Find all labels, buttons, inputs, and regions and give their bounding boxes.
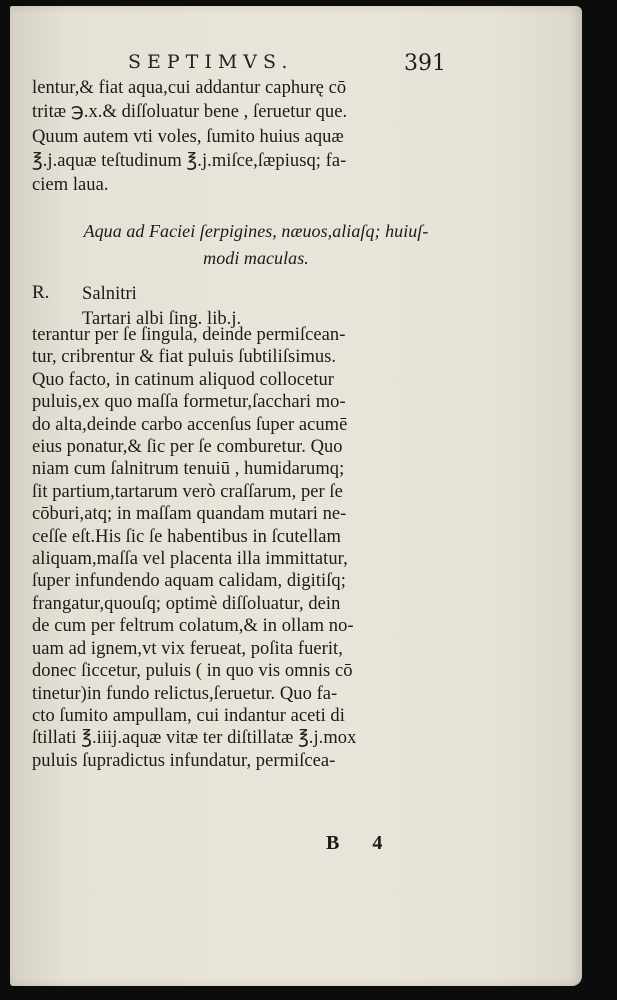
text-line: cto ſumito ampullam, cui indantur aceti di: [32, 705, 345, 726]
text-line: tinetur)in fundo relictus,ſeruetur. Quo fa-: [32, 683, 338, 704]
text-line: ſit partium,tartarum verò craſſarum, per ſe: [32, 481, 343, 502]
text-line: ℥.j.aquæ teſtudinum ℥.j.miſce,ſæpiusq; fa-: [32, 150, 347, 171]
text-line: eius ponatur,& ſic per ſe comburetur. Quo: [32, 437, 343, 458]
text-line: puluis,ex quo maſſa formetur,ſacchari mo-: [32, 392, 346, 413]
text-line: frangatur,quouſq; optimè diſſoluatur, dein: [32, 593, 341, 614]
text-line: ciem laua.: [32, 175, 109, 196]
text-line: ſuper infundendo aquam calidam, digitiſq;: [32, 571, 346, 592]
text-line: cōburi,atq; in maſſam quandam mutari ne-: [32, 504, 347, 525]
text-line: puluis ſupradictus infundatur, permiſcea-: [32, 750, 336, 771]
signature-mark: B 4: [326, 832, 397, 854]
running-head: SEPTIMVS.: [128, 51, 294, 73]
text-line: tritæ ℈.x.& diſſoluatur bene , ſeruetur que.: [32, 102, 348, 123]
heading-line: Aqua ad Faciei ſerpigines, næuos,aliaſq; huiuſ-: [83, 221, 429, 241]
ingredient-line: Tartari albi ſing. lib.j.: [82, 309, 242, 329]
text-line: aliquam,maſſa vel placenta illa immittatur,: [32, 549, 348, 570]
section-heading: [46, 218, 466, 272]
text-line: donec ſiccetur, puluis ( in quo vis omnis cō: [32, 661, 353, 682]
book-page: [10, 6, 582, 986]
paragraph-instructions: [32, 324, 452, 772]
text-line: lentur,& fiat aqua,cui addantur caphurę cō: [32, 78, 347, 98]
text-line: Quo facto, in catinum aliquod collocetur: [32, 369, 335, 390]
text-line: tur, cribrentur & fiat puluis ſubtiliſsimus.: [32, 347, 337, 368]
text-line: ſtillati ℥.iiij.aquæ vitæ ter diſtillatæ ℥.j.mox: [32, 728, 357, 749]
ingredient-line: Salnitri: [82, 284, 137, 304]
text-line: do alta,deinde carbo accenſus ſuper acumē: [32, 414, 348, 435]
page-number: 391: [404, 51, 446, 76]
text-line: ceſſe eſt.His ſic ſe habentibus in ſcutellam: [32, 526, 341, 547]
recipe-symbol: R.: [32, 282, 50, 303]
text-line: de cum per feltrum colatum,& in ollam no-: [32, 616, 354, 637]
paragraph-continuation: [32, 76, 452, 197]
text-line: uam ad ignem,vt vix ferueat, poſita fuerit,: [32, 638, 343, 659]
text-line: Quum autem vti voles, ſumito huius aquæ: [32, 126, 344, 147]
text-line: terantur per ſe ſingula, deinde permiſcean-: [32, 325, 346, 345]
text-line: niam cum ſalnitrum tenuiū , humidarumq;: [32, 459, 345, 480]
heading-line: modi maculas.: [203, 248, 309, 268]
